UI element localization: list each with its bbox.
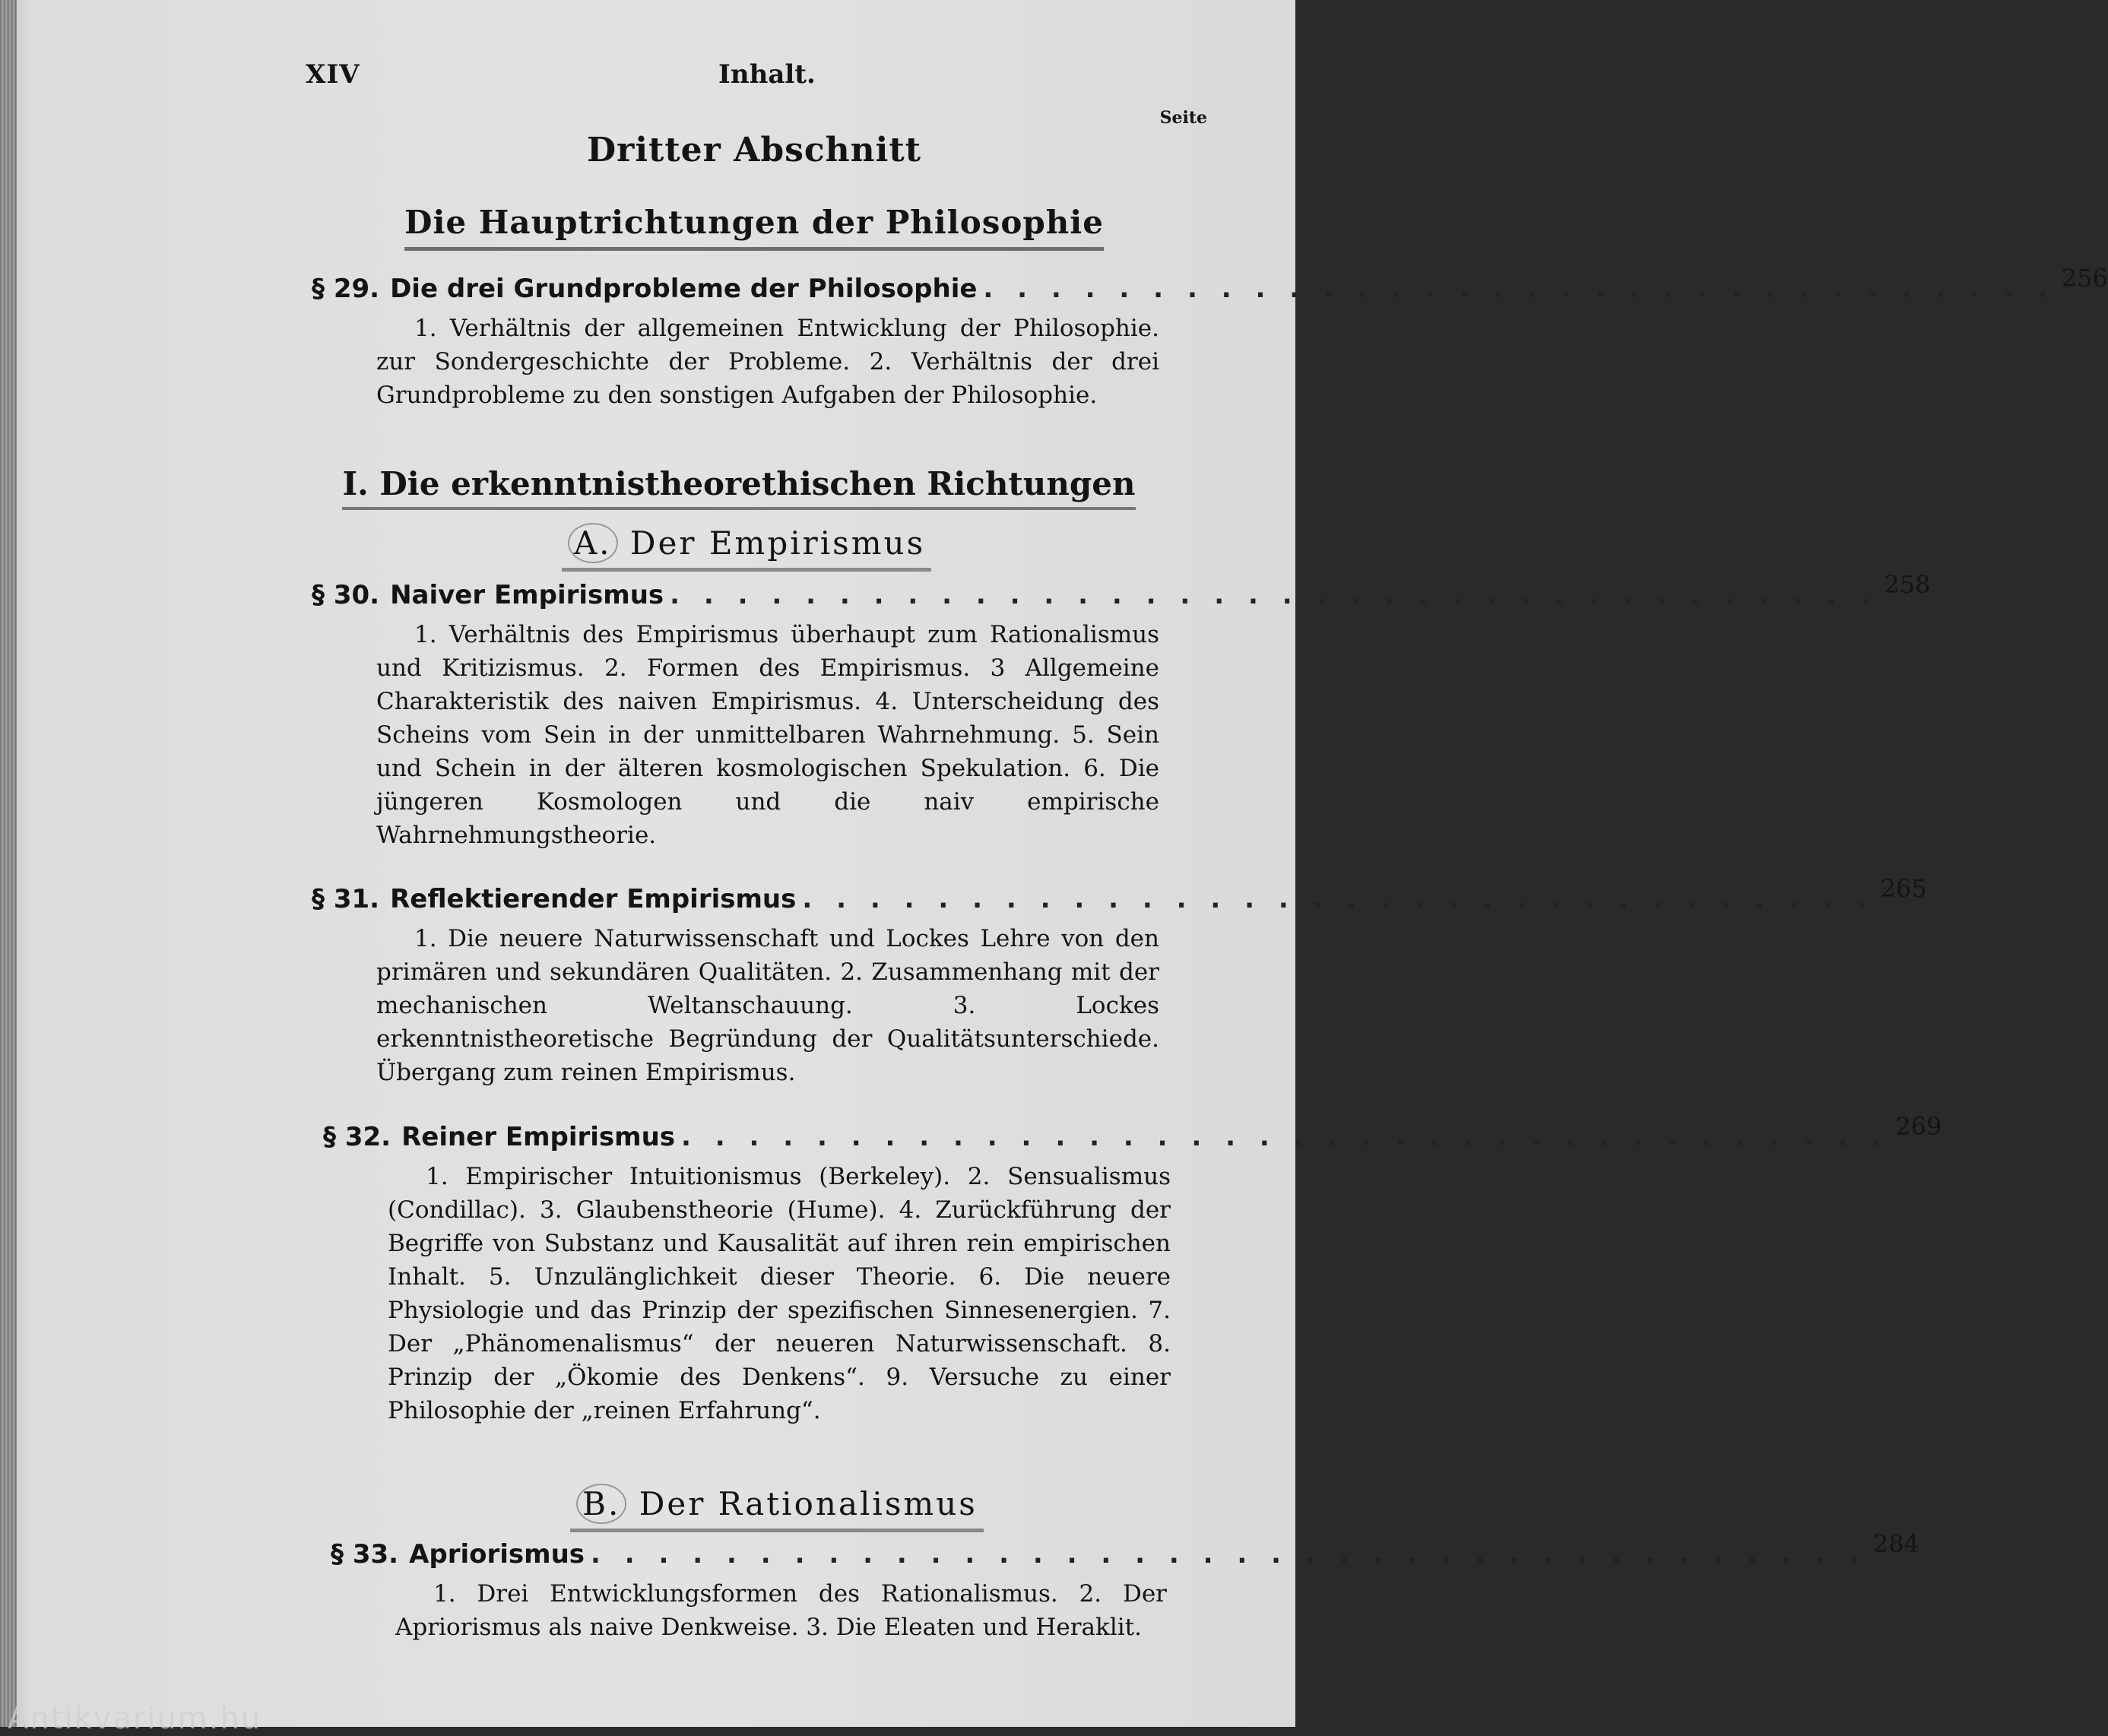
part-heading [91, 465, 1387, 502]
entry-summary: 1. Die neuere Naturwissenschaft und Lockes Lehre von den primären und sekundären Qualitäten. 2. Zusammenhang mit der mechanischen Weltanschauung. 3. Lockes erkenntnistheoretische Begründung der Qualitätsunterschiede. Übergang zum reinen Empirismus. [376, 925, 1159, 1086]
toc-entry [331, 1529, 1919, 1644]
dot-leader: . . . . . . . . . . . . . . . . . . . . . . . . . . . . . . . . . . . . . . [591, 1539, 1867, 1570]
page-ref: 265 [1880, 874, 1927, 903]
toc-entry-line [312, 874, 1927, 914]
dot-leader: . . . . . . . . . . . . . . . . . . . . . . . . . . . . . . . . . . . . [681, 1122, 1890, 1152]
section-number: § 30. [312, 580, 380, 610]
dot-leader: . . . . . . . . . . . . . . . . . . . . . . . . . . . . . . . . [983, 274, 2056, 304]
toc-entry [312, 874, 1927, 1089]
entry-summary: 1. Drei Entwicklungsformen des Rationalismus. 2. Der Apriorismus als naive Denkweise. 3. Die Eleaten und Heraklit. [395, 1580, 1167, 1641]
entry-title: Reflektierender Empirismus [390, 884, 797, 914]
page-column-label: Seite [1159, 108, 1207, 128]
toc-entry-line [312, 570, 1931, 610]
section-number: § 33. [331, 1539, 399, 1570]
entry-title: Naiver Empirismus [390, 580, 664, 610]
main-heading-text: Die Hauptrichtungen der Philosophie [404, 204, 1104, 251]
page-ref: 284 [1872, 1529, 1919, 1558]
dot-leader: . . . . . . . . . . . . . . . . . . . . . . . . . . . . . . . . . . . . [670, 580, 1878, 610]
subheading-title: Der Rationalismus [639, 1485, 978, 1522]
entry-summary: 1. Verhältnis der allgemeinen Entwicklung der Philosophie. zur Sondergeschichte der Probleme. 2. Verhältnis der drei Grundprobleme zu den sonstigen Aufgaben der Philosophie. [376, 315, 1159, 409]
entry-title: Die drei Grundprobleme der Philosophie [390, 274, 978, 304]
watermark: Antikvarium.hu [8, 1701, 262, 1736]
subheading-b [129, 1485, 1425, 1522]
toc-entry-line [312, 264, 2108, 304]
entry-title: Apriorismus [409, 1539, 585, 1570]
page-stack-edge [0, 0, 17, 1727]
page-number: XIV [306, 59, 360, 90]
subheading-a [99, 524, 1394, 562]
toc-entry-line [331, 1529, 1919, 1570]
entry-summary: 1. Empirischer Intuitionismus (Berkeley). 2. Sensualismus (Condillac). 3. Glaubenstheorie (Hume). 4. Zurückführung der Begriffe von Substanz und Kausalität auf ihren rein empirischen Inhalt. 5. Unzulänglichkeit dieser Theorie. 6. Die neuere Physiologie und das Prinzip der spezifischen Sinnesenergien. 7. Der „Phänomenalismus“ der neueren Naturwissenschaft. 8. Prinzip der „Ökomie des Denkens“. 9. Versuche zu einer Philosophie der „reinen Erfahrung“. [388, 1163, 1171, 1424]
toc-entry-line [323, 1112, 1942, 1152]
section-number: § 29. [312, 274, 380, 304]
running-title: Inhalt. [718, 59, 816, 90]
subheading-letter: B. [576, 1484, 626, 1524]
section-number: § 32. [323, 1122, 391, 1152]
entry-summary: 1. Verhältnis des Empirismus überhaupt zum Rationalismus und Kritizismus. 2. Formen des Empirismus. 3 Allgemeine Charakteristik des naiven Empirismus. 4. Unterscheidung des Scheins vom Sein in der unmittelbaren Wahrnehmung. 5. Sein und Schein in der älteren kosmologischen Spekulation. 6. Die jüngeren Kosmologen und die naiv empirische Wahrnehmungstheorie. [376, 621, 1159, 849]
subheading-title: Der Empirismus [629, 524, 926, 562]
toc-entry [323, 1112, 1942, 1427]
main-heading [106, 204, 1402, 241]
part-heading-text: I. Die erkenntnistheorethischen Richtungen [342, 465, 1135, 510]
page-ref: 256 [2061, 264, 2108, 293]
page-ref: 258 [1884, 570, 1931, 599]
toc-entry [312, 570, 1931, 852]
entry-title: Reiner Empirismus [401, 1122, 676, 1152]
subheading-letter: A. [568, 523, 618, 563]
dot-leader: . . . . . . . . . . . . . . . . . . . . . . . . . . . . . . . . [802, 884, 1875, 914]
section-number: § 31. [312, 884, 380, 914]
section-heading: Dritter Abschnitt [586, 131, 921, 169]
page-ref: 269 [1895, 1112, 1942, 1141]
toc-entry [312, 264, 2108, 412]
